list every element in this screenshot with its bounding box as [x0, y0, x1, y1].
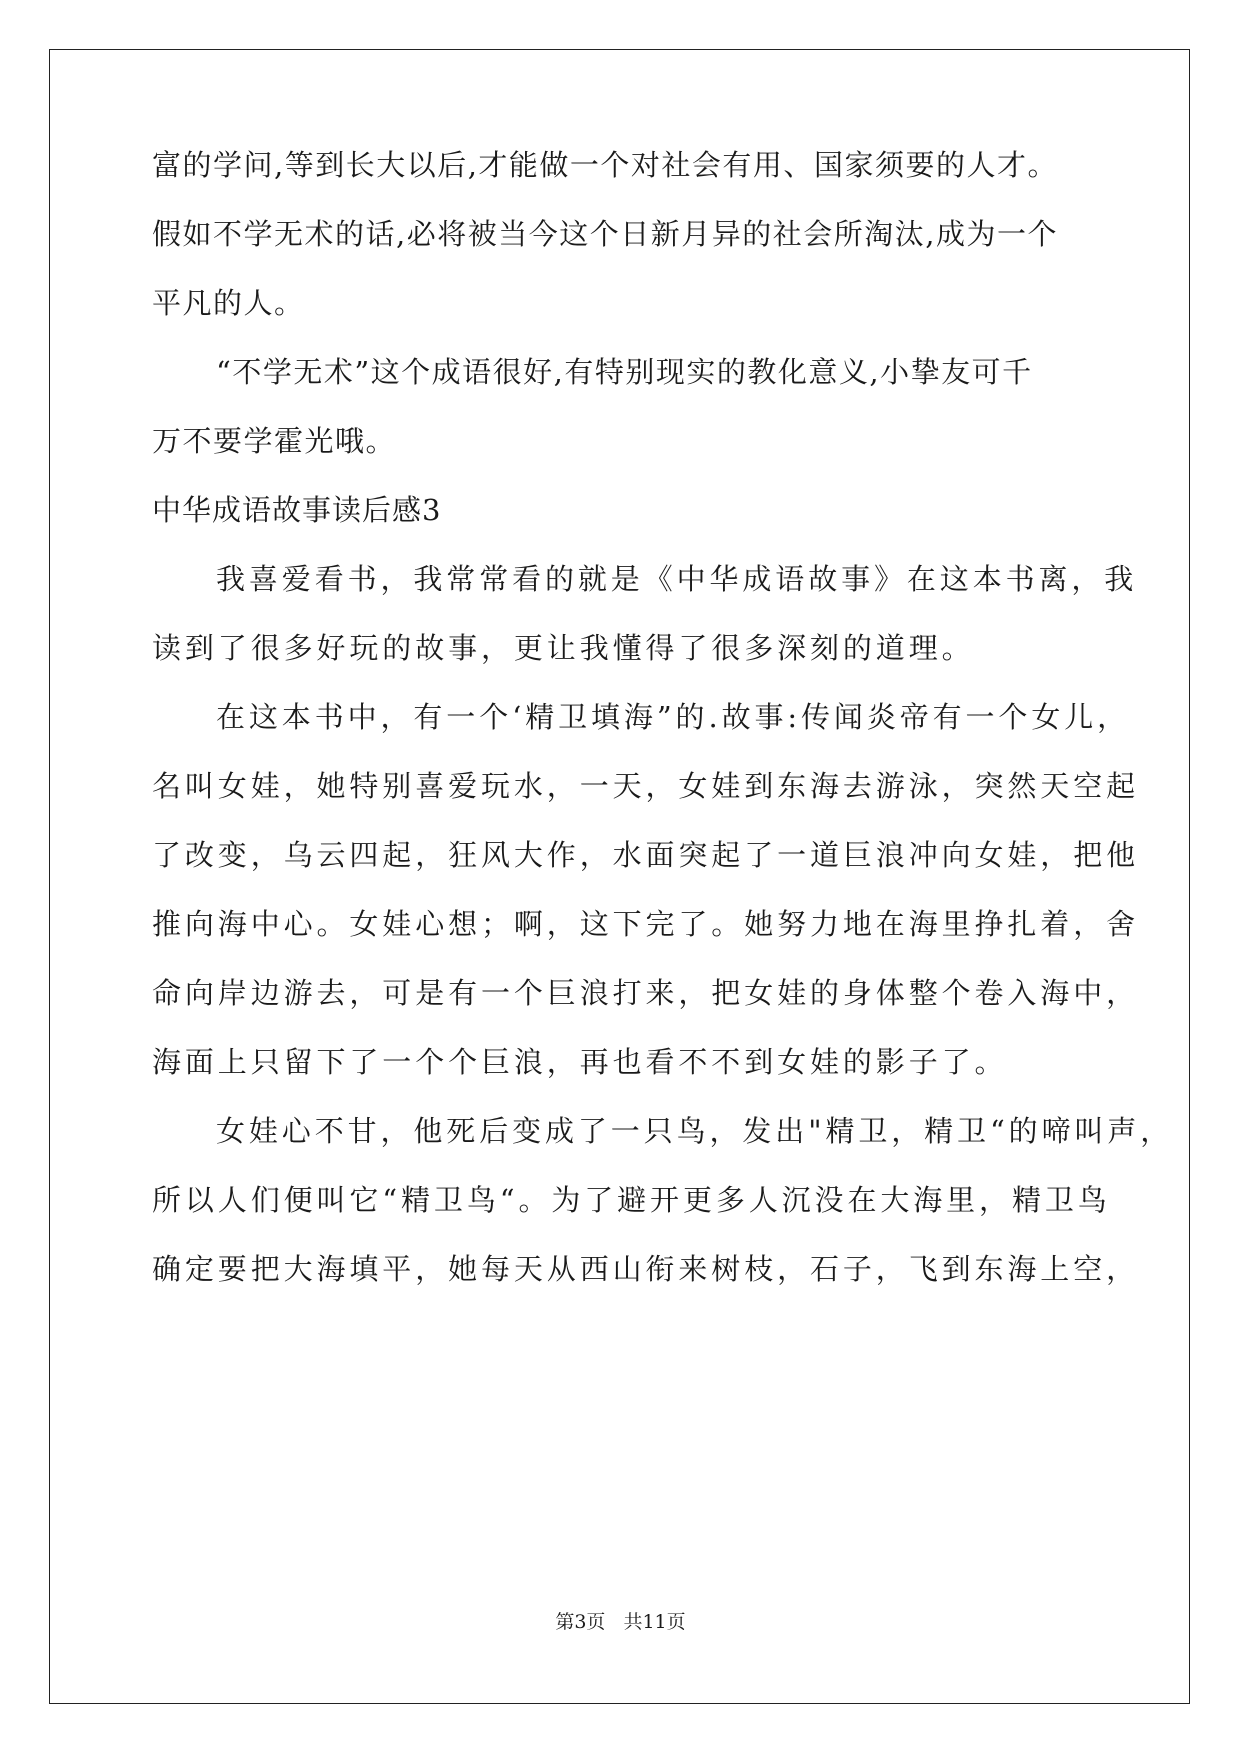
- page-total: 共11页: [623, 1611, 686, 1633]
- text-line: 在这本书中，有一个‘精卫填海”的.故事:传闻炎帝有一个女儿，: [216, 700, 1131, 734]
- text-line: 确定要把大海填平，她每天从西山衔来树枝，石子，飞到东海上空，: [152, 1252, 1140, 1286]
- text-line: 推向海中心。女娃心想；啊，这下完了。她努力地在海里挣扎着，舍: [152, 907, 1140, 941]
- text-line: 海面上只留下了一个个巨浪，再也看不不到女娃的影子了。: [152, 1045, 1008, 1079]
- text-line: 读到了很多好玩的故事，更让我懂得了很多深刻的道理。: [152, 631, 975, 665]
- text-line: 名叫女娃，她特别喜爱玩水，一天，女娃到东海去游泳，突然天空起: [152, 769, 1140, 803]
- text-line: 富的学问,等到长大以后,才能做一个对社会有用、国家须要的人才。: [152, 148, 1058, 182]
- text-line: 了改变，乌云四起，狂风大作，水面突起了一道巨浪冲向女娃，把他: [152, 838, 1140, 872]
- text-line: 万不要学霍光哦。: [152, 424, 397, 458]
- text-line: 我喜爱看书，我常常看的就是《中华成语故事》在这本书离，我: [216, 562, 1138, 596]
- text-line: 所以人们便叫它“精卫鸟“。为了避开更多人沉没在大海里，精卫鸟: [152, 1183, 1111, 1217]
- text-line: “不学无术”这个成语很好,有特别现实的教化意义,小挚友可千: [216, 355, 1033, 389]
- page-number: 第3页: [555, 1611, 606, 1633]
- document-body: [152, 145, 1174, 1318]
- page-footer: [0, 1610, 1241, 1634]
- text-line: 平凡的人。: [152, 286, 305, 320]
- section-heading: 中华成语故事读后感3: [152, 493, 442, 527]
- text-line: 女娃心不甘，他死后变成了一只鸟，发出"精卫，精卫“的啼叫声，: [216, 1114, 1174, 1148]
- text-line: 命向岸边游去，可是有一个巨浪打来，把女娃的身体整个卷入海中，: [152, 976, 1140, 1010]
- text-line: 假如不学无术的话,必将被当今这个日新月异的社会所淘汰,成为一个: [152, 217, 1058, 251]
